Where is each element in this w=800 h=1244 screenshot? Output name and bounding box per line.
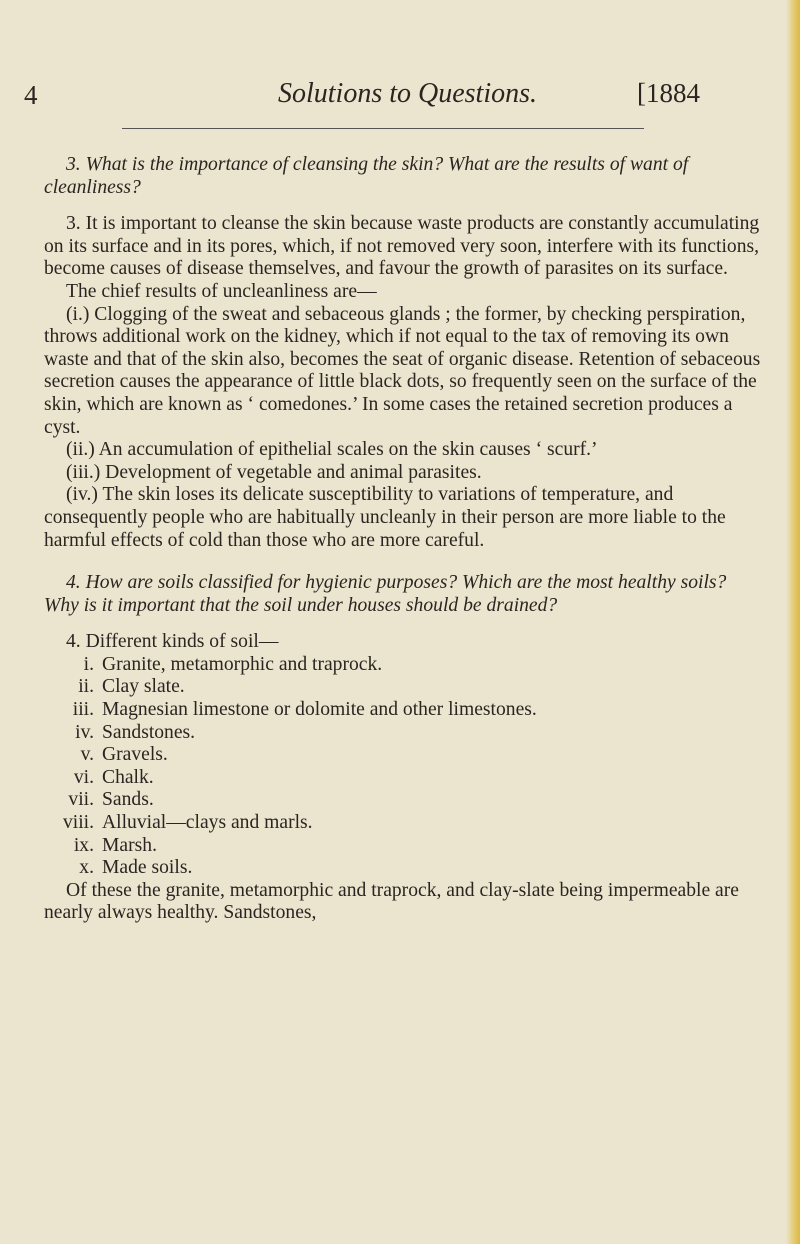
soil-item: x. Made soils. <box>79 857 193 879</box>
answer-3-intro: 3. It is important to cleanse the skin because waste products are constantly accumulating on its surface and in its pores, which, if not removed very soon, interfere with its functions, become causes of disease themselves, and favour the growth of parasites on its surface. <box>44 213 760 280</box>
header-year: [1884 <box>637 78 700 108</box>
soil-conclusion: Of these the granite, metamorphic and traprock, and clay-slate being impermeable are nearly always healthy. Sandstones, <box>44 879 739 924</box>
soil-item: iv. Sandstones. <box>75 721 196 743</box>
results-heading: The chief results of uncleanliness are— <box>66 280 377 302</box>
soil-item: ix. Marsh. <box>73 834 157 856</box>
soil-item: iii. Magnesian limestone or dolomite and other limestones. <box>72 699 537 721</box>
soil-item: v. Gravels. <box>80 744 168 766</box>
result-item: (iv.) The skin loses its delicate susceptibility to variations of temperature, and consequently people who are habitually uncleanly in their person are more liable to the harmful effects of cold than those who are more careful. <box>44 484 726 551</box>
result-item: (ii.) An accumulation of epithelial scales on the skin causes ‘ scurf.’ <box>66 439 598 461</box>
soil-item: viii. Alluvial—clays and marls. <box>62 812 313 834</box>
soil-list <box>44 654 764 880</box>
soil-item: i. Granite, metamorphic and traprock. <box>83 653 383 675</box>
question-4: 4. How are soils classified for hygienic purposes? Which are the most healthy soils? Why is it important that the soil under houses should be drained? <box>44 572 727 616</box>
page-header <box>20 76 760 116</box>
page-edge <box>786 0 800 1244</box>
result-item: (i.) Clogging of the sweat and sebaceous glands ; the former, by checking perspiration, throws additional work on the kidney, which if not equal to the tax of removing its own waste and that of the skin also, becomes the seat of organic disease. Retention of sebaceous secretion causes the appearance of little black dots, so frequently seen on the surface of the skin, which are known as ‘ comedones.’ In some cases the retained secretion produces a cyst. <box>44 303 761 438</box>
soil-item: vi. Chalk. <box>73 766 154 788</box>
answer-4-intro: 4. Different kinds of soil— <box>66 631 279 653</box>
page-body <box>44 154 764 925</box>
question-3: 3. What is the importance of cleansing the skin? What are the results of want of cleanliness? <box>44 154 689 198</box>
soil-item: vii. Sands. <box>68 789 154 811</box>
running-title: Solutions to Questions. <box>278 78 538 109</box>
result-item: (iii.) Development of vegetable and animal parasites. <box>66 461 482 483</box>
soil-item: ii. Clay slate. <box>78 676 185 698</box>
page-number: 4 <box>24 80 38 110</box>
header-rule <box>122 128 644 129</box>
